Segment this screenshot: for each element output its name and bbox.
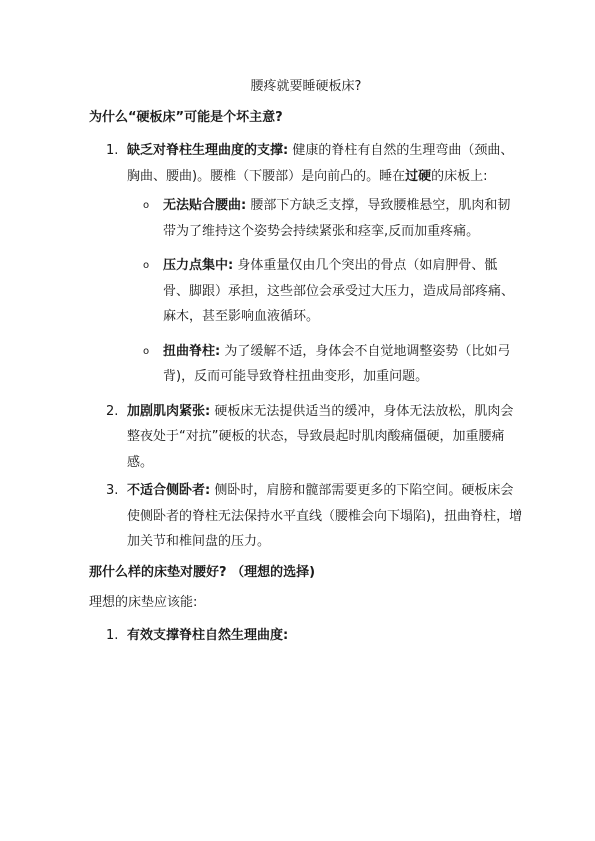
sub-list-item [127, 339, 523, 390]
list-item [89, 623, 523, 649]
list-item [89, 138, 523, 390]
page-title: 腰疼就要睡硬板床? [250, 79, 362, 94]
item-text: 硬板床无法提供适当的缓冲，身体无法放松，肌肉会整夜处于“对抗”硬板的状态，导致晨起时肌肉酸痛僵硬，加重腰痛感。 [127, 403, 514, 470]
section-heading-ideal-mattress: 那什么样的床垫对腰好? （理想的选择) [89, 564, 316, 580]
item-bold-lead: 缺乏对脊柱生理曲度的支撑: [127, 143, 289, 158]
sub-item-text: 身体重量仅由几个突出的骨点（如肩胛骨、骶骨、脚跟）承担，这些部位会承受过大压力，造成局部疼痛、麻木，甚至影响血液循环。 [163, 258, 515, 324]
bullet-icon: o [143, 200, 150, 211]
sub-list-item [127, 193, 523, 244]
item-text: 健康的脊柱有自然的生理弯曲（颈曲、胸曲、腰曲)。腰椎（下腰部）是向前凸的。睡在 [127, 143, 514, 184]
sub-item-text: 腰部下方缺乏支撑，导致腰椎悬空，肌肉和韧带为了维持这个姿势会持续紧张和痉挛,反而加重疼痛。 [163, 198, 511, 239]
item-bold-lead: 不适合侧卧者: [127, 483, 211, 498]
reasons-list [89, 138, 523, 555]
list-item [89, 399, 523, 476]
item-bold-lead: 有效支撑脊柱自然生理曲度: [127, 627, 289, 643]
section-heading-why-hard-bed: 为什么“硬板床”可能是个坏主意? [89, 110, 283, 125]
item-number: 1. [106, 143, 119, 158]
sub-item-bold-lead: 压力点集中: [163, 258, 234, 273]
item-number: 3. [106, 483, 119, 498]
sub-item-bold-lead: 无法贴合腰曲: [163, 198, 247, 213]
item-text-tail: 的床板上: [431, 168, 488, 184]
ideal-list [89, 623, 523, 649]
sub-item-text: 为了缓解不适，身体会不自觉地调整姿势（比如弓背)，反而可能导致脊柱扭曲变形，加重问题。 [163, 343, 511, 384]
item-bold-lead: 加剧肌肉紧张: [127, 403, 211, 419]
sub-item-bold-lead: 扭曲脊柱: [163, 343, 221, 359]
item-number: 1. [106, 627, 119, 643]
bullet-icon: o [143, 260, 150, 271]
list-item [89, 478, 523, 555]
section-intro: 理想的床垫应该能: [89, 594, 198, 610]
sub-list [127, 193, 523, 390]
bullet-icon: o [143, 345, 150, 357]
item-number: 2. [106, 403, 119, 419]
item-bold-emphasis: 过硬 [405, 168, 432, 184]
sub-list-item [127, 253, 523, 330]
item-text: 侧卧时，肩膀和髋部需要更多的下陷空间。硬板床会使侧卧者的脊柱无法保持水平直线（腰椎会向下塌陷)，扭曲脊柱，增加关节和椎间盘的压力。 [127, 483, 523, 549]
